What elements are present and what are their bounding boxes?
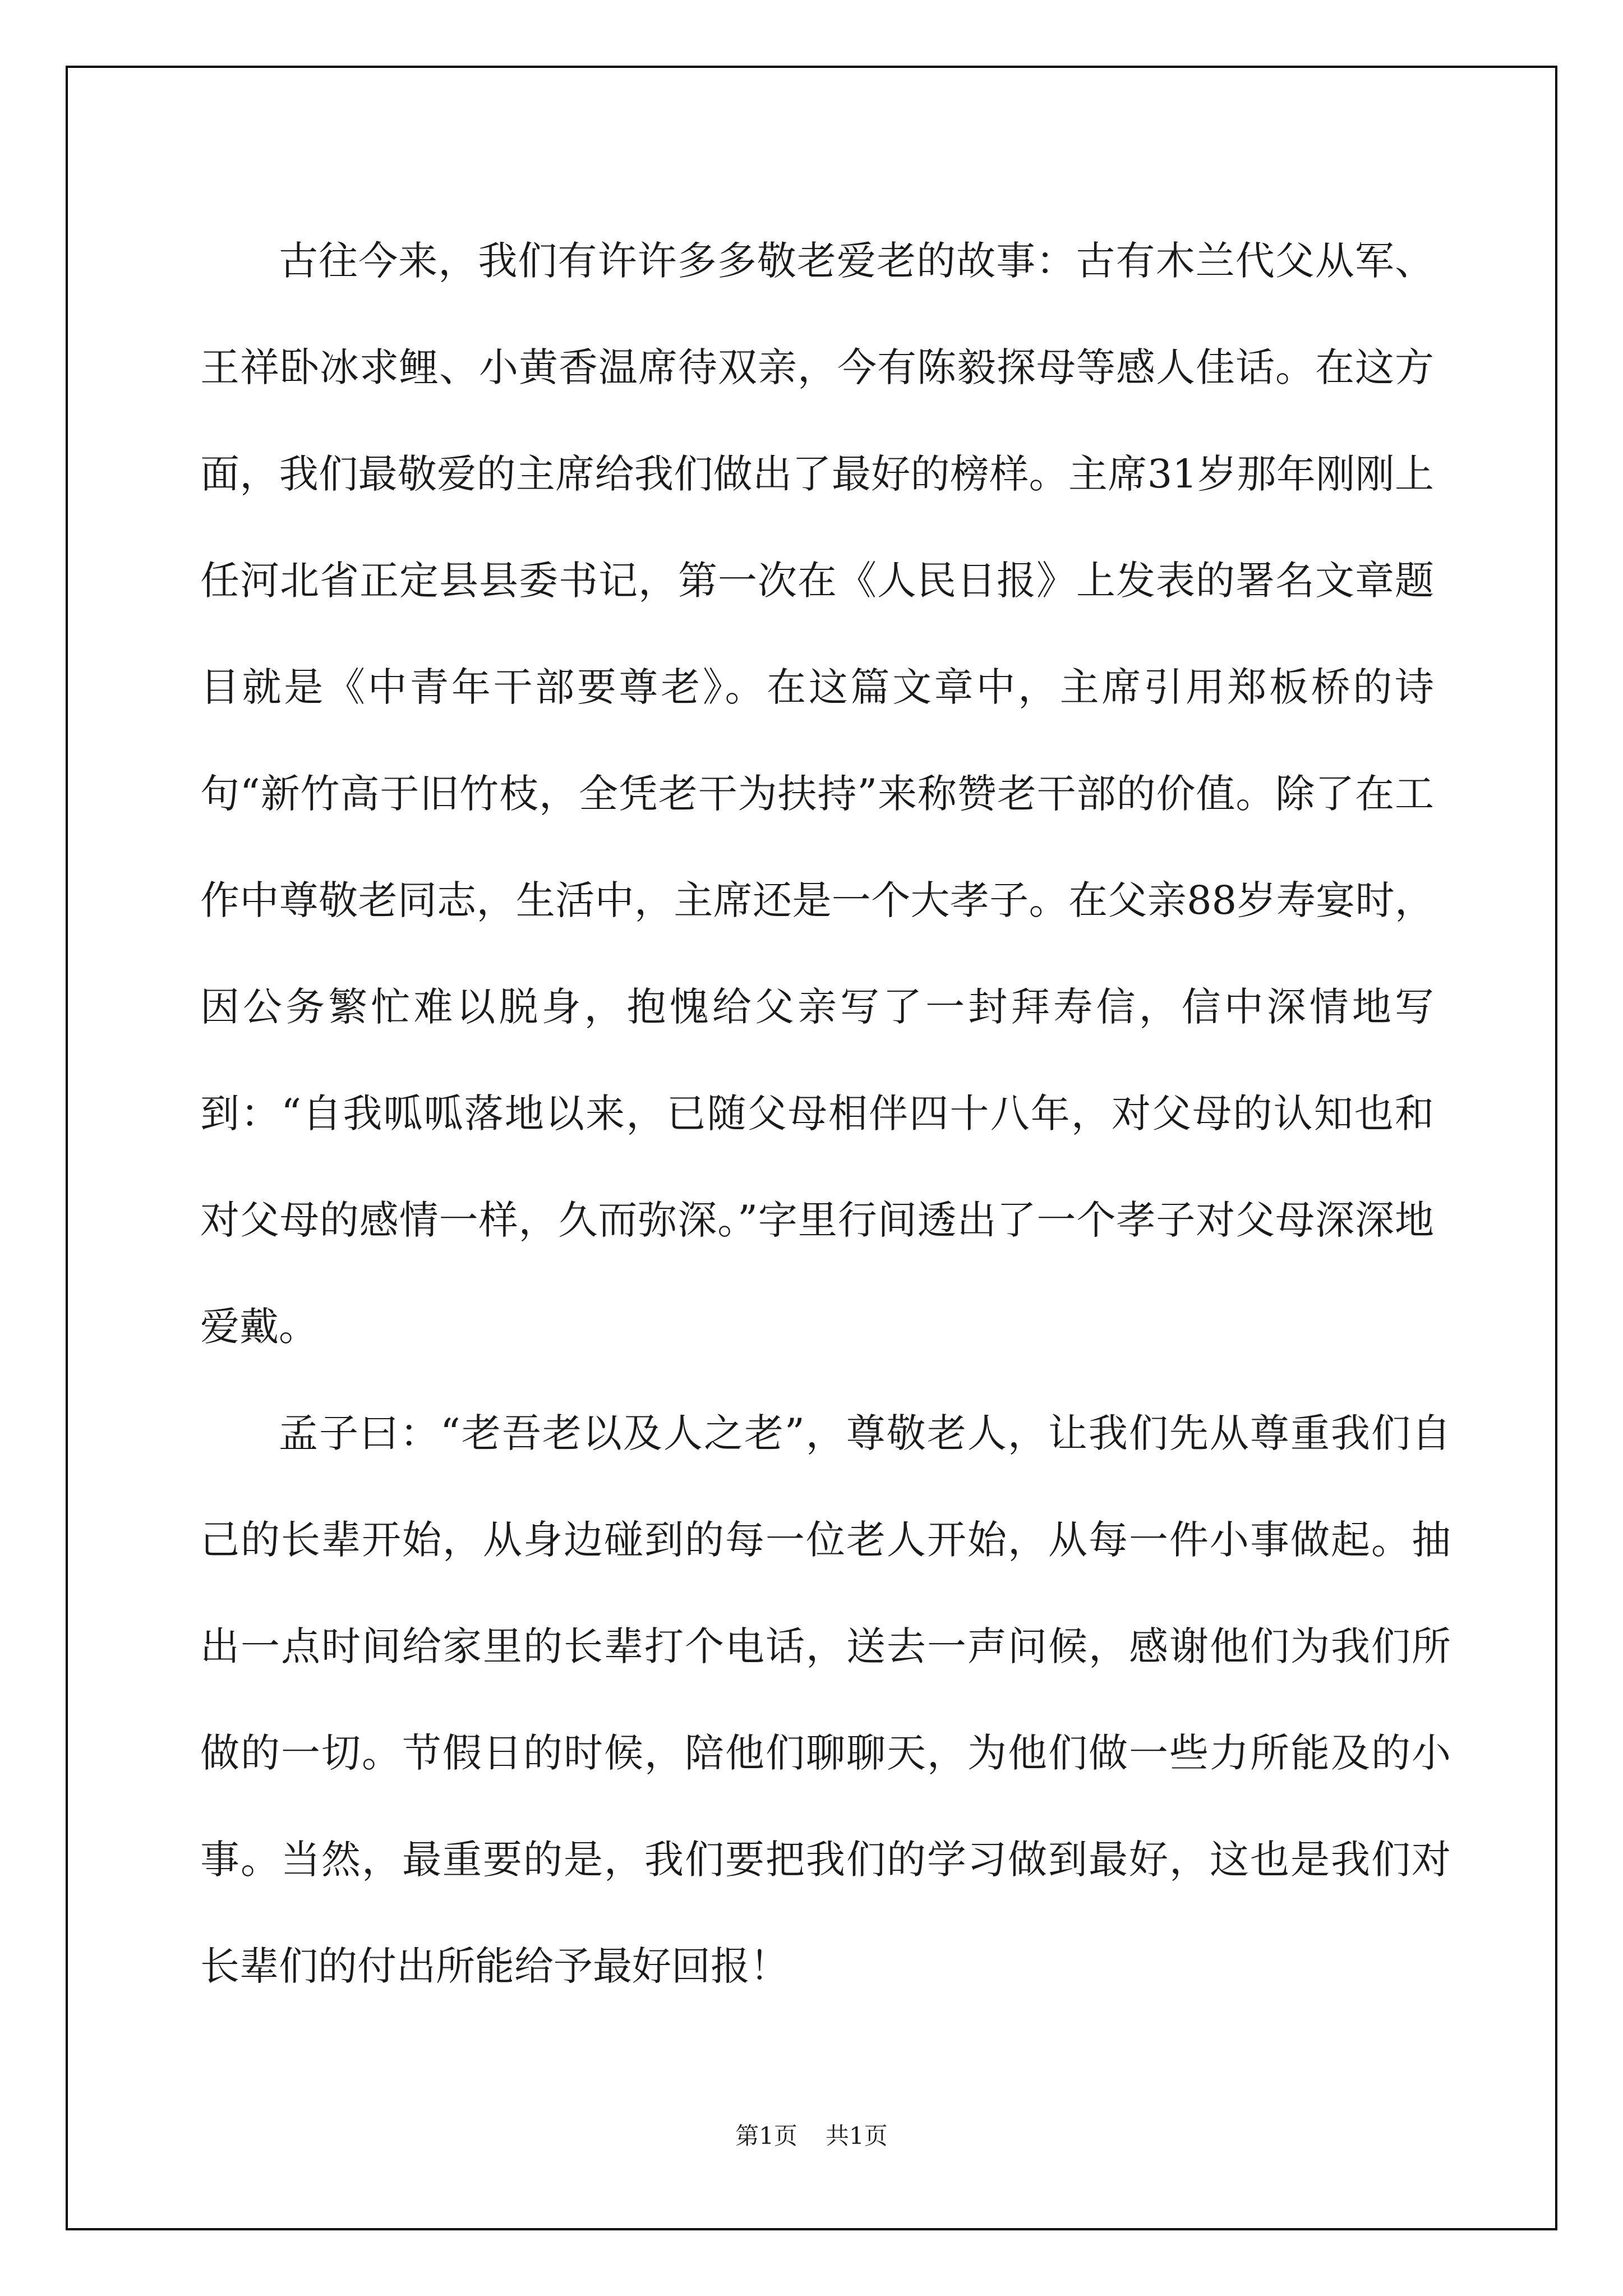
paragraph-1: 古往今来，我们有许许多多敬老爱老的故事：古有木兰代父从军、王祥卧冰求鲤、小黄香温席待双亲，今有陈毅探母等感人佳话。在这方面，我们最敬爱的主席给我们做出了最好的榜样。主席31岁那年刚刚上任河北省正定县县委书记，第一次在《人民日报》上发表的署名文章题目就是《中青年干部要尊老》。在这篇文章中，主席引用郑板桥的诗句“新竹高于旧竹枝，全凭老干为扶持”来称赞老干部的价值。除了在工作中尊敬老同志，生活中，主席还是一个大孝子。在父亲88岁寿宴时，因公务繁忙难以脱身，抱愧给父亲写了一封拜寿信，信中深情地写到：“自我呱呱落地以来，已随父母相伴四十八年，对父母的认知也和对父母的感情一样，久而弥深。”字里行间透出了一个孝子对父母深深地爱戴。 bbox=[200, 238, 1434, 1350]
page-footer bbox=[0, 2119, 1623, 2153]
page-number-total: 共1页 bbox=[826, 2122, 888, 2150]
page-number-current: 第1页 bbox=[735, 2122, 797, 2150]
paragraph-2: 孟子曰：“老吾老以及人之老”，尊敬老人，让我们先从尊重我们自己的长辈开始，从身边碰到的每一位老人开始，从每一件小事做起。抽出一点时间给家里的长辈打个电话，送去一声问候，感谢他们为我们所做的一切。节假日的时候，陪他们聊聊天，为他们做一些力所能及的小事。当然，最重要的是，我们要把我们的学习做到最好，这也是我们对长辈们的付出所能给予最好回报！ bbox=[200, 1410, 1451, 1989]
document-body bbox=[200, 208, 1451, 2019]
